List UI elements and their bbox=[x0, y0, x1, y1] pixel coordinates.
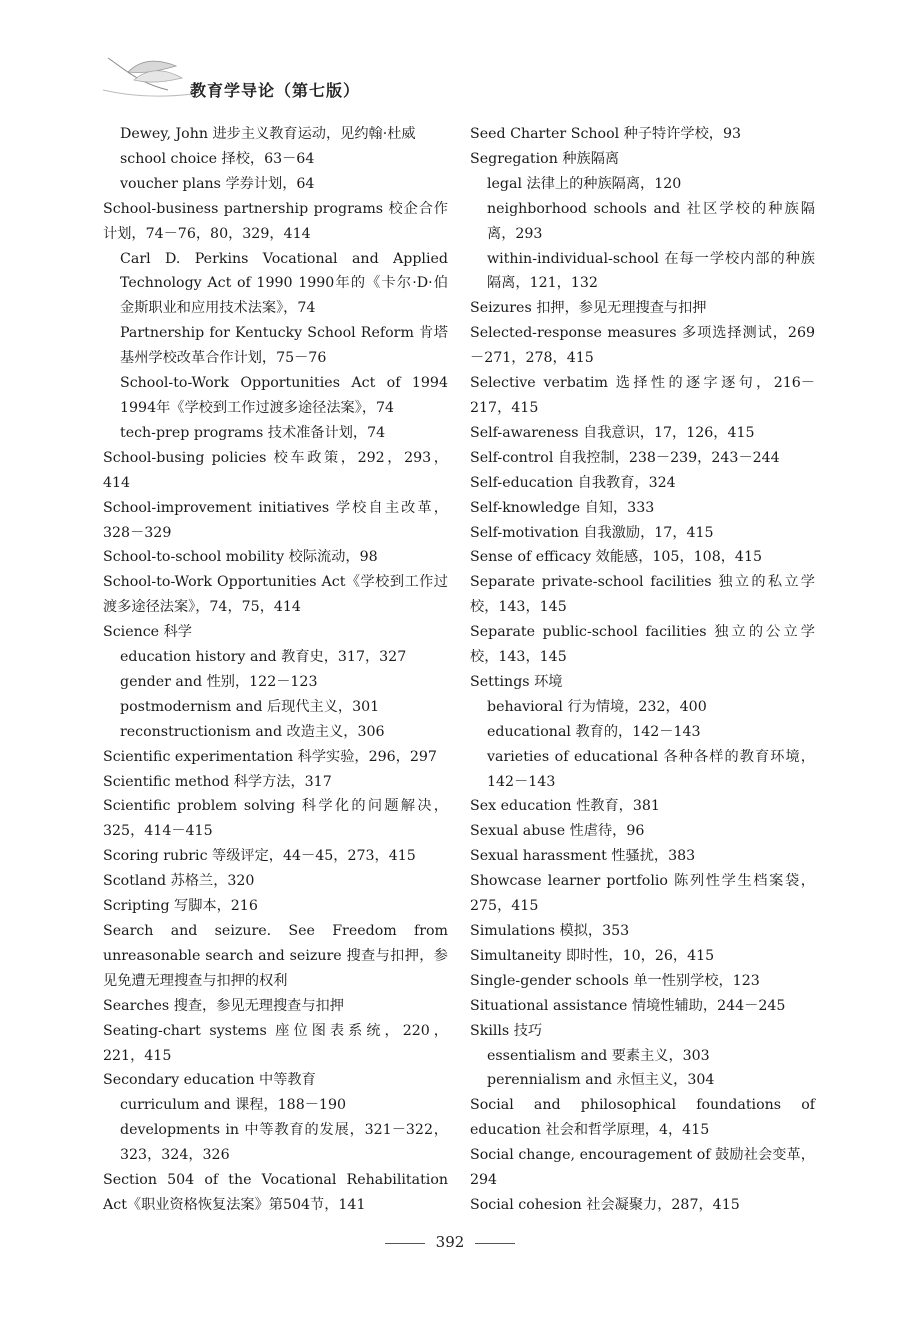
index-entry: Simultaneity 即时性，10，26，415 bbox=[470, 947, 715, 964]
index-entry: Self-education 自我教育，324 bbox=[470, 474, 676, 491]
index-subentry: legal 法律上的种族隔离，120 bbox=[487, 175, 682, 192]
index-entry: Scoring rubric 等级评定，44－45，273，415 bbox=[103, 848, 416, 865]
book-title: 教育学导论（第七版） bbox=[190, 81, 361, 100]
index-entry: Science 科学 bbox=[103, 624, 192, 641]
index-entry: Selected-response measures 多项选择测试，269－271，278，415 bbox=[470, 325, 815, 367]
index-entry: Self-knowledge 自知，333 bbox=[470, 499, 655, 516]
index-entry: School-business partnership programs 校企合作计划，74－76，80，329，414 bbox=[103, 200, 448, 242]
index-entry: Scientific method 科学方法，317 bbox=[103, 773, 332, 790]
index-subentry: school choice 择校，63－64 bbox=[120, 150, 315, 167]
index-entry: School-to-school mobility 校际流动，98 bbox=[103, 549, 378, 566]
page-number: 392 bbox=[435, 1233, 465, 1251]
index-entry: Segregation 种族隔离 bbox=[470, 150, 620, 167]
index-subentry: educational 教育的，142－143 bbox=[487, 723, 701, 740]
index-entry: Situational assistance 情境性辅助，244－245 bbox=[470, 997, 786, 1014]
index-subentry: voucher plans 学券计划，64 bbox=[120, 175, 315, 192]
index-entry: Selective verbatim 选择性的逐字逐句，216－217，415 bbox=[470, 375, 815, 416]
index-subentry: perennialism and 永恒主义，304 bbox=[487, 1072, 715, 1089]
index-entry: Seating-chart systems 座位图表系统，220，221，415 bbox=[103, 1022, 448, 1064]
index-subentry: within-individual-school 在每一学校内部的种族隔离，121，132 bbox=[487, 250, 815, 292]
index-subentry: School-to-Work Opportunities Act of 1994 1994年《学校到工作过渡多途径法案》，74 bbox=[120, 375, 448, 416]
index-subentry: gender and 性别，122－123 bbox=[120, 673, 318, 690]
index-entry: Scripting 写脚本，216 bbox=[103, 898, 258, 915]
index-entry: Settings 环境 bbox=[470, 673, 563, 690]
index-entry: School-to-Work Opportunities Act《学校到工作过渡多途径法案》，74，75，414 bbox=[103, 574, 448, 616]
left-index-column bbox=[103, 122, 448, 1218]
index-entry: Secondary education 中等教育 bbox=[103, 1072, 316, 1089]
index-subentry: education history and 教育史，317，327 bbox=[120, 649, 407, 666]
index-subentry: varieties of educational 各种各样的教育环境，142－143 bbox=[487, 748, 815, 790]
index-entry: School-busing policies 校车政策，292，293，414 bbox=[103, 449, 448, 491]
index-subentry: neighborhood schools and 社区学校的种族隔离，293 bbox=[487, 200, 815, 242]
index-entry: Separate public-school facilities 独立的公立学校，143，145 bbox=[470, 624, 815, 666]
index-subentry: tech-prep programs 技术准备计划，74 bbox=[120, 424, 386, 441]
running-header bbox=[98, 38, 398, 108]
index-entry: Search and seizure. See Freedom from unreasonable search and seizure 搜查与扣押，参见免遭无理搜查与扣押的权利 bbox=[103, 923, 448, 989]
index-entry: Social and philosophical foundations of education 社会和哲学原理，4，415 bbox=[470, 1097, 815, 1139]
index-entry: Section 504 of the Vocational Rehabilitation Act《职业资格恢复法案》第504节，141 bbox=[103, 1172, 448, 1213]
index-entry: School-improvement initiatives 学校自主改革，328－329 bbox=[103, 499, 448, 541]
page-footer bbox=[0, 1233, 900, 1251]
index-subentry: Dewey, John 进步主义教育运动，见约翰·杜威 bbox=[120, 126, 416, 142]
index-subentry: behavioral 行为情境，232，400 bbox=[487, 698, 707, 715]
index-entry: Sex education 性教育，381 bbox=[470, 798, 660, 815]
index-entry: Single-gender schools 单一性别学校，123 bbox=[470, 972, 760, 989]
index-entry: Self-control 自我控制，238－239，243－244 bbox=[470, 449, 780, 466]
index-entry: Sense of efficacy 效能感，105，108，415 bbox=[470, 549, 762, 566]
footer-ornament-right bbox=[475, 1243, 515, 1244]
index-entry: Social change, encouragement of 鼓励社会变革，294 bbox=[470, 1147, 815, 1189]
index-entry: Skills 技巧 bbox=[470, 1022, 543, 1039]
index-entry: Simulations 模拟，353 bbox=[470, 923, 630, 939]
index-entry: Self-awareness 自我意识，17，126，415 bbox=[470, 424, 755, 441]
index-subentry: reconstructionism and 改造主义，306 bbox=[120, 723, 385, 740]
index-subentry: Carl D. Perkins Vocational and Applied Technology Act of 1990 1990年的《卡尔·D·伯金斯职业和应用技术法案》，74 bbox=[120, 250, 448, 317]
index-entry: Scientific experimentation 科学实验，296，297 bbox=[103, 748, 437, 765]
index-entry: Seizures 扣押，参见无理搜查与扣押 bbox=[470, 300, 707, 317]
index-entry: Scientific problem solving 科学化的问题解决，325，414－415 bbox=[103, 798, 448, 840]
index-entry: Sexual abuse 性虐待，96 bbox=[470, 823, 645, 840]
index-subentry: curriculum and 课程，188－190 bbox=[120, 1097, 347, 1114]
footer-ornament-left bbox=[385, 1243, 425, 1244]
index-entry: Sexual harassment 性骚扰，383 bbox=[470, 848, 696, 865]
index-entry: Social cohesion 社会凝聚力，287，415 bbox=[470, 1196, 740, 1213]
index-entry: Showcase learner portfolio 陈列性学生档案袋，275，415 bbox=[470, 873, 815, 915]
index-entry: Scotland 苏格兰，320 bbox=[103, 873, 255, 890]
index-subentry: postmodernism and 后现代主义，301 bbox=[120, 698, 380, 715]
index-entry: Separate private-school facilities 独立的私立学校，143，145 bbox=[470, 574, 815, 616]
index-entry: Searches 搜查，参见无理搜查与扣押 bbox=[103, 997, 344, 1014]
index-entry: Seed Charter School 种子特许学校，93 bbox=[470, 126, 742, 142]
right-index-column bbox=[470, 122, 815, 1218]
index-subentry: Partnership for Kentucky School Reform 肯塔基州学校改革合作计划，75－76 bbox=[120, 325, 448, 367]
index-entry: Self-motivation 自我激励，17，415 bbox=[470, 524, 714, 541]
index-subentry: developments in 中等教育的发展，321－322，323，324，326 bbox=[120, 1122, 448, 1164]
index-subentry: essentialism and 要素主义，303 bbox=[487, 1047, 710, 1064]
